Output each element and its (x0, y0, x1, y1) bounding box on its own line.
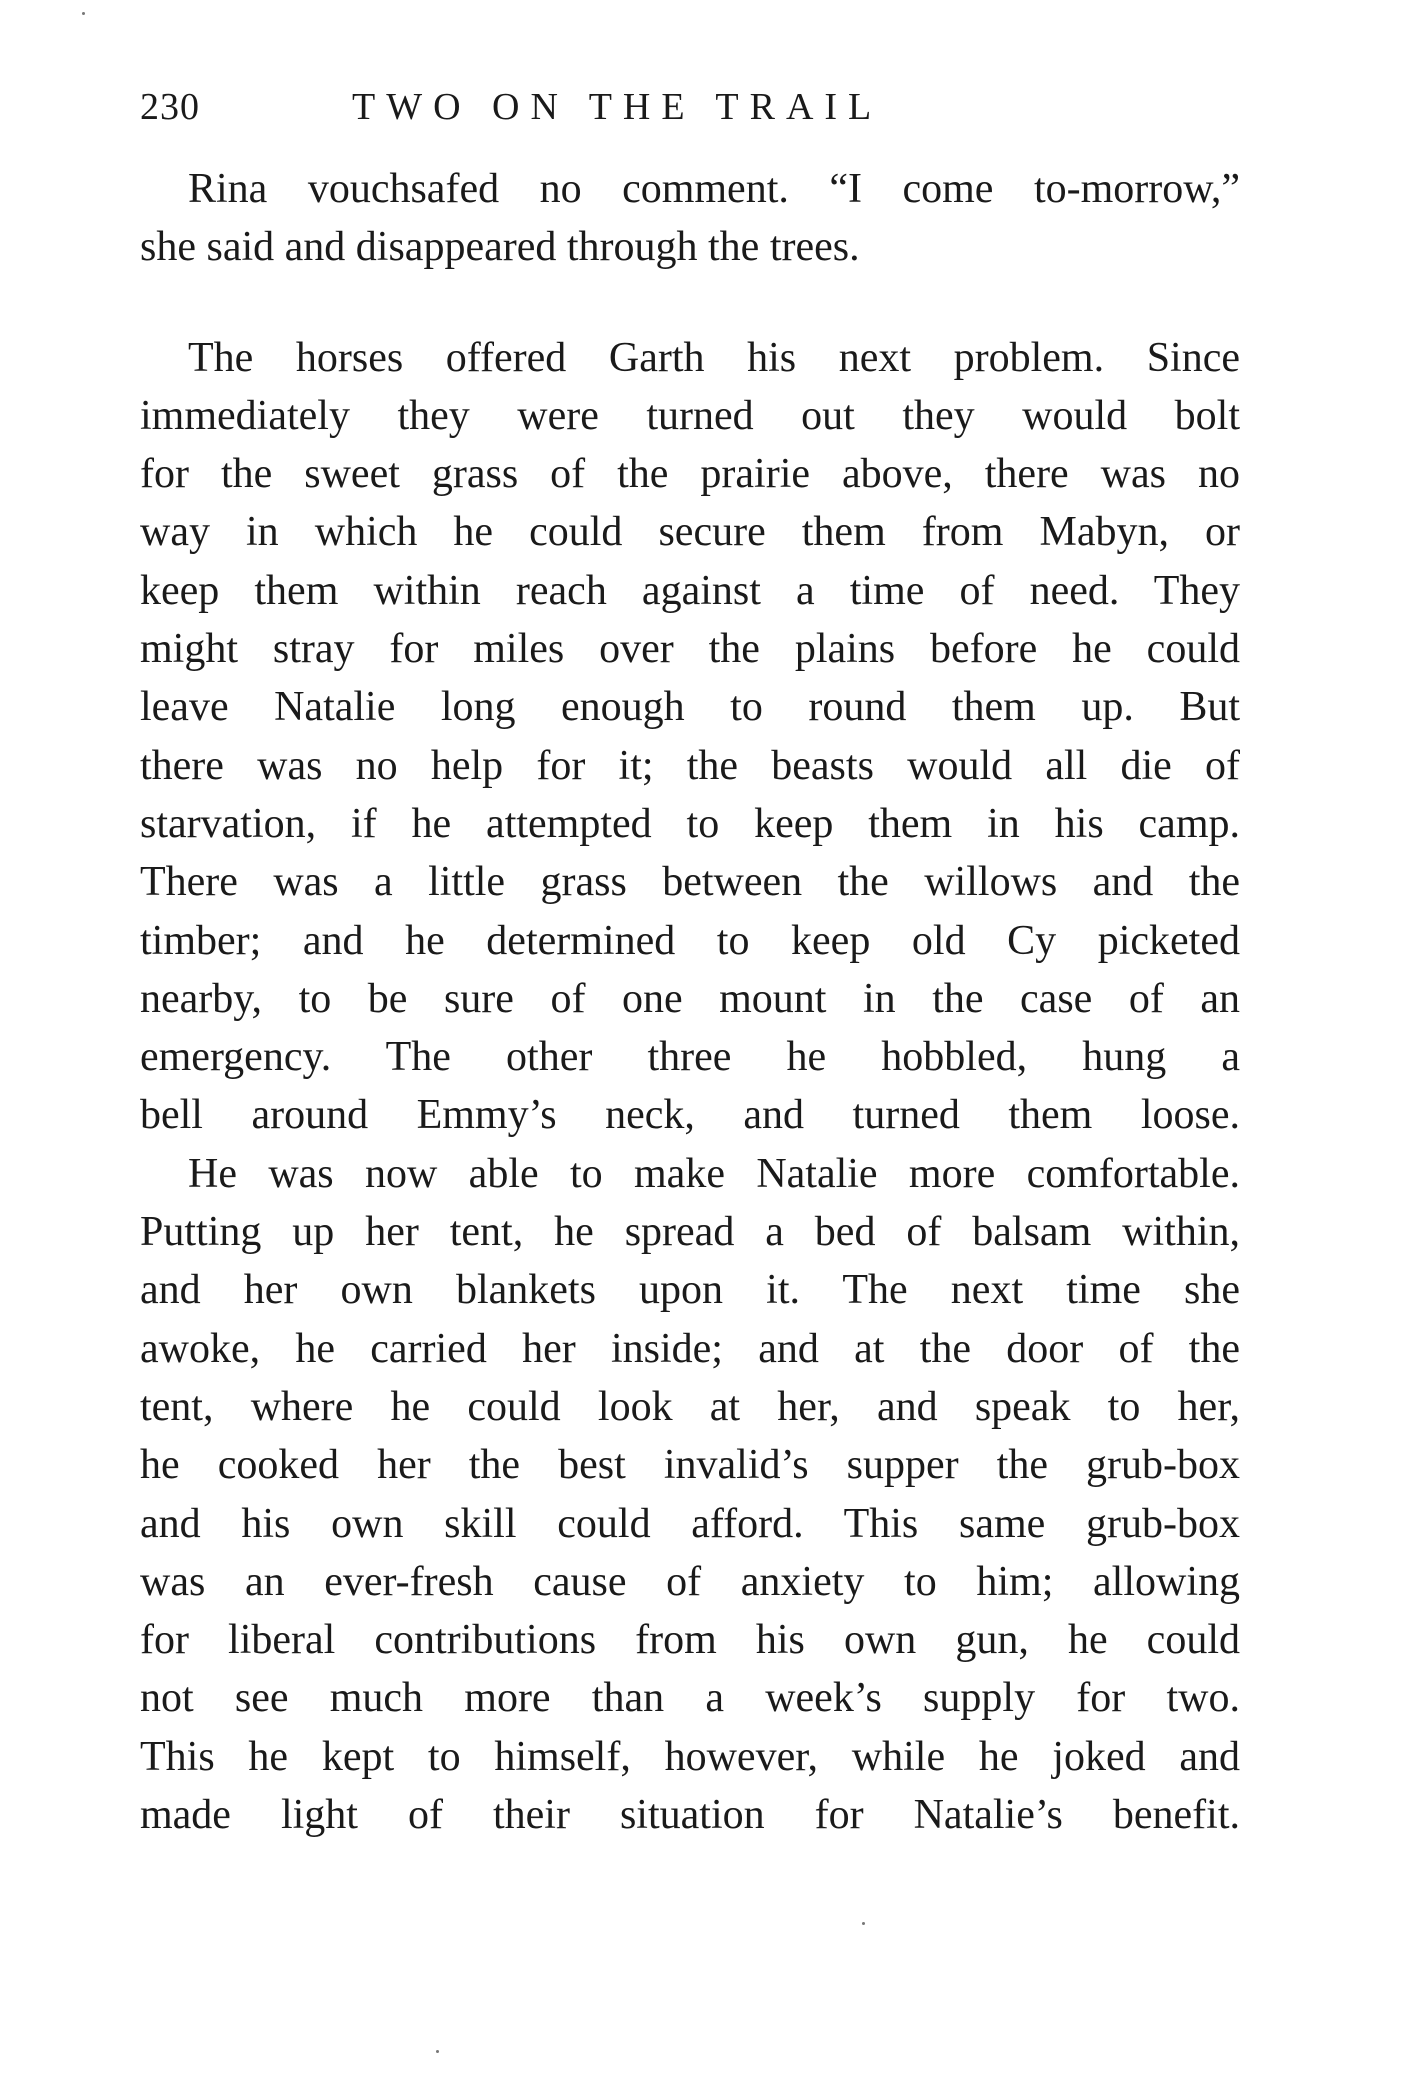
text-line: immediately they were turned out they would bolt (140, 392, 1240, 439)
text-line: and her own blankets upon it. The next time she (140, 1267, 1240, 1314)
text-line: Putting up her tent, he spread a bed of balsam within, (140, 1209, 1240, 1256)
text-line: nearby, to be sure of one mount in the case of an (140, 975, 1240, 1022)
text-line: This he kept to himself, however, while he joked and (140, 1733, 1240, 1780)
text-line: he cooked her the best invalid’s supper the grub-box (140, 1442, 1240, 1489)
text-line: He was now able to make Natalie more comfortable. (188, 1150, 1240, 1197)
paragraph (140, 329, 1240, 1145)
text-line: tent, where he could look at her, and speak to her, (140, 1383, 1240, 1430)
print-speck (862, 1922, 865, 1925)
text-line: emergency. The other three he hobbled, hung a (140, 1034, 1240, 1081)
text-line: she said and disappeared through the trees. (140, 224, 860, 271)
text-line: made light of their situation for Natalie’s benefit. (140, 1792, 1240, 1839)
text-line: might stray for miles over the plains before he could (140, 626, 1240, 673)
running-head: TWO ON THE TRAIL (352, 86, 883, 128)
text-line: bell around Emmy’s neck, and turned them loose. (140, 1092, 1240, 1139)
text-line: and his own skill could afford. This same grub-box (140, 1500, 1240, 1547)
text-line: awoke, he carried her inside; and at the door of the (140, 1325, 1240, 1372)
text-line: way in which he could secure them from Mabyn, or (140, 509, 1240, 556)
text-line: timber; and he determined to keep old Cy picketed (140, 917, 1240, 964)
section-break (140, 277, 1240, 329)
text-line: leave Natalie long enough to round them up. But (140, 684, 1240, 731)
body-text (140, 160, 1240, 1844)
text-line: The horses offered Garth his next problem. Since (188, 334, 1240, 381)
text-line: was an ever-fresh cause of anxiety to him; allowing (140, 1558, 1240, 1605)
page-header (140, 82, 1240, 132)
text-line: for the sweet grass of the prairie above, there was no (140, 451, 1240, 498)
text-line: There was a little grass between the willows and the (140, 859, 1240, 906)
text-line: Rina vouchsafed no comment. “I come to-morrow,” (188, 166, 1240, 212)
text-line: starvation, if he attempted to keep them in his camp. (140, 800, 1240, 847)
page-number: 230 (140, 86, 200, 128)
text-line: keep them within reach against a time of need. They (140, 567, 1240, 614)
text-line: there was no help for it; the beasts would all die of (140, 742, 1240, 789)
text-line: not see much more than a week’s supply for two. (140, 1675, 1240, 1722)
paragraph (140, 1145, 1240, 1845)
paragraph (140, 160, 1240, 277)
print-speck (436, 2050, 439, 2053)
print-speck (82, 12, 85, 15)
text-line: for liberal contributions from his own gun, he could (140, 1617, 1240, 1664)
